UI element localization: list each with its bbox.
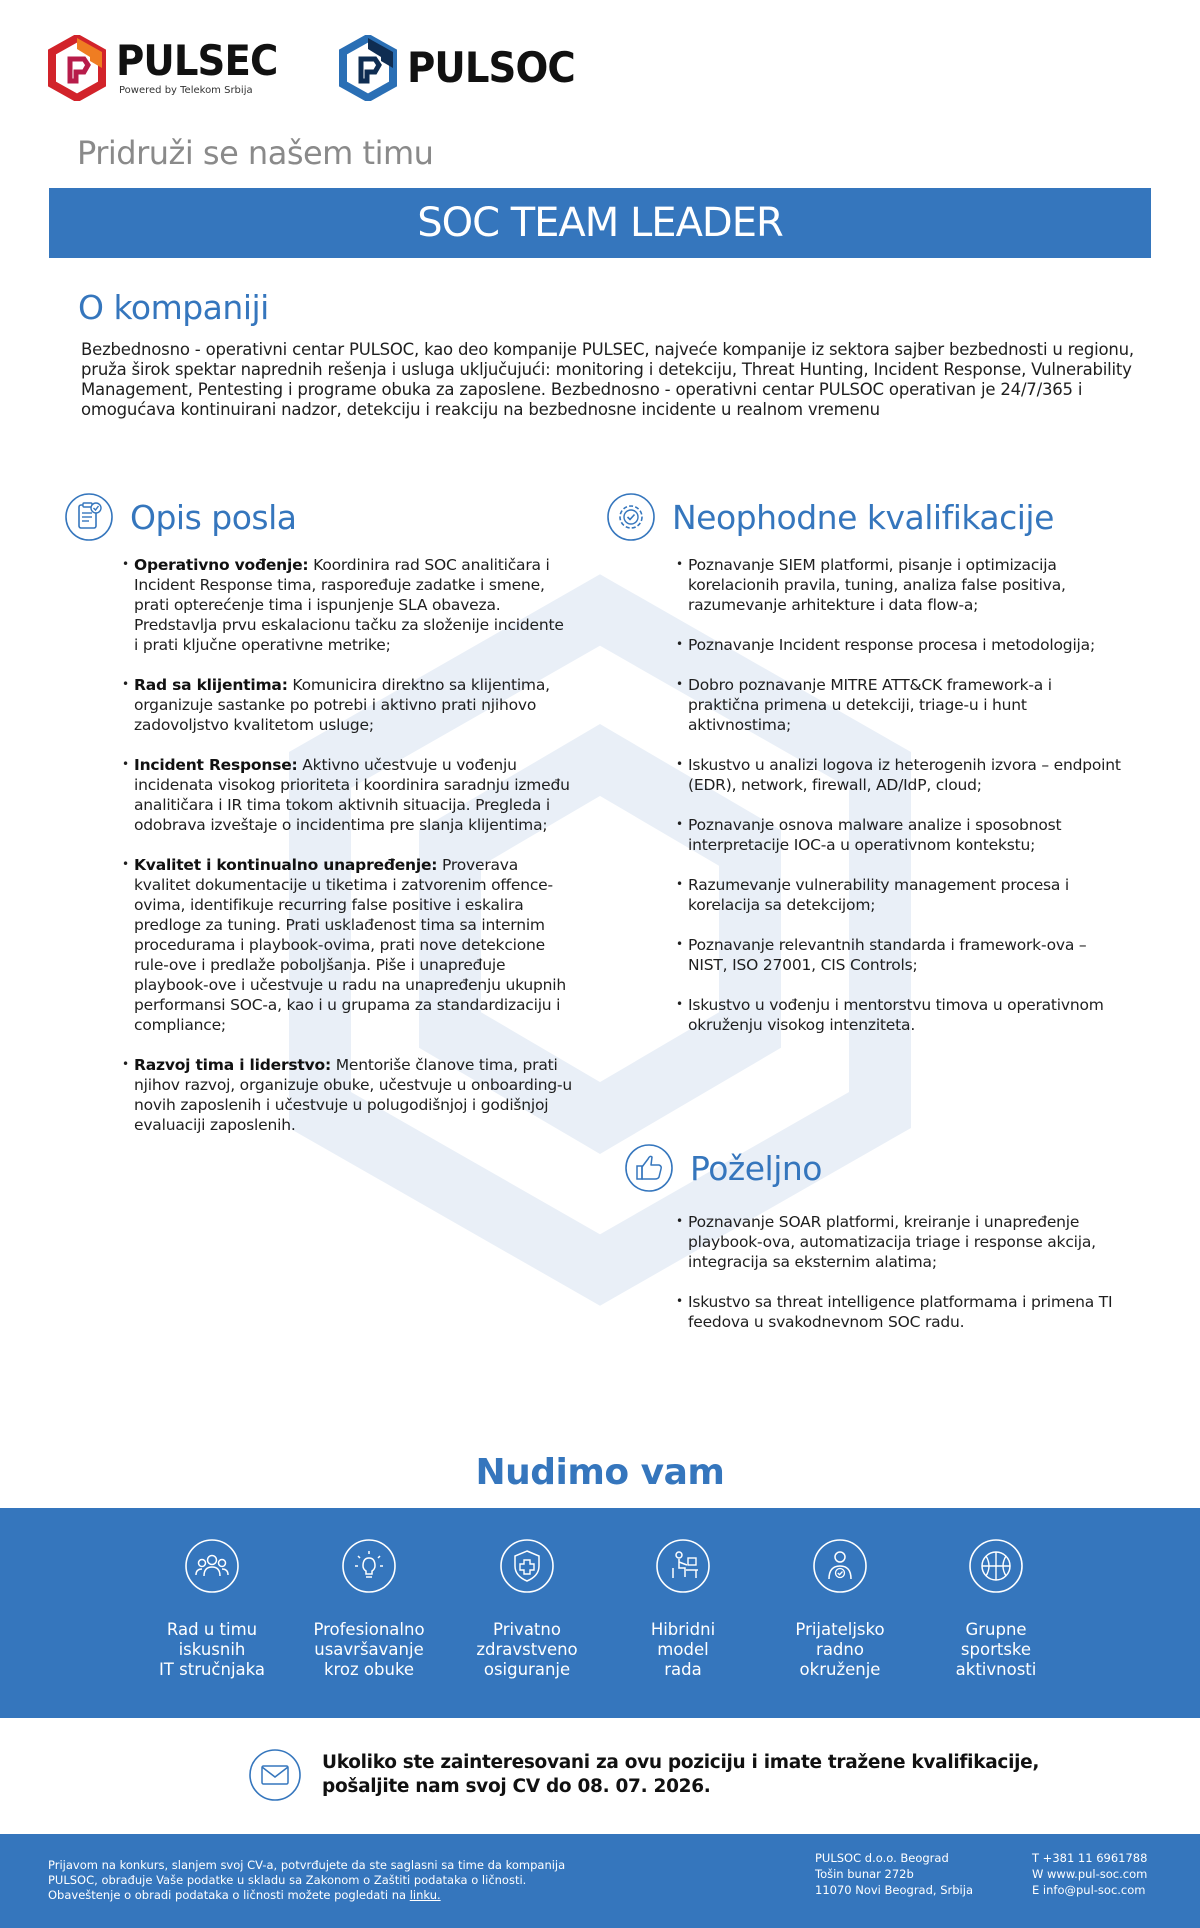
pulsec-name: PULSEC [116,36,278,85]
offer-title: Nudimo vam [475,1452,725,1493]
offer-label: Hibridni model rada [650,1620,716,1679]
health-shield-icon [499,1538,555,1594]
job-title-banner [49,188,1151,258]
offer-item-sports [926,1538,1066,1680]
cta-line-1: Ukoliko ste zainteresovani za ovu poziciju i imate tražene kvalifikacije, [322,1752,1040,1773]
offer-item-health [457,1538,597,1680]
footer-phone[interactable]: T +381 11 6961788 [1032,1851,1148,1865]
list-item: • Incident Response: Aktivno učestvuje u vođenju incidenata visokog prioriteta i koordinira saradnju između analitičara i IR tima tokom aktivnih situacija. Pregleda i odobrava izveštaje o incidentima pre slanja klijentima; [122,755,572,835]
pulsoc-name: PULSOC [407,43,576,92]
cta-block [248,1748,1039,1802]
job-title: SOC TEAM LEADER [417,200,783,246]
offer-item-training [299,1538,439,1680]
list-item: • Kvalitet i kontinualno unapređenje: Proverava kvalitet dokumentacije u tiketima i zatvorenim offence-ovima, identifikuje recurring false positive i eskalira predloge za tuning. Prati usklađenost tima sa internim procedurama i playbook-ovima, prati nove detekcione rule-ove i predlaže poboljšanja. Piše i unapređuje playbook-ove i učestvuje u radu na unapređenju ukupnih performansi SOC-a, kao i u grupama za standardizaciju i compliance; [122,855,572,1035]
join-heading: Pridruži se našem timu [77,134,434,172]
qualifications-header [606,492,1054,542]
thumbs-up-icon [624,1143,674,1193]
pulsec-logo-icon [48,35,106,101]
pulsoc-logo-icon [339,35,397,101]
list-item: • Poznavanje SIEM platformi, pisanje i optimizacija korelacionih pravila, tuning, analiza false positiva, razumevanje arhitekture i data flow-a; [676,555,1126,615]
list-item: • Rad sa klijentima: Komunicira direktno sa klijentima, organizuje sastanke po potrebi i aktivno prati njihovo zadovoljstvo kvalitetom usluge; [122,675,572,735]
pulsec-logo [48,35,291,101]
list-item: • Poznavanje SOAR platformi, kreiranje i unapređenje playbook-ova, automatizacija triage i response akcija, integracija sa eksternim alatima; [676,1212,1116,1272]
list-item: • Iskustvo u analizi logova iz heterogenih izvora – endpoint (EDR), network, firewall, AD/IdP, cloud; [676,755,1126,795]
job-description-title: Opis posla [130,497,297,537]
list-item: • Iskustvo u vođenju i mentorstvu timova u operativnom okruženju visokog intenziteta. [676,995,1126,1035]
list-item: • Poznavanje Incident response procesa i metodologija; [676,635,1126,655]
offer-item-friendly [770,1538,910,1680]
list-item: • Operativno vođenje: Koordinira rad SOC analitičara i Incident Response tima, raspoređuje zadatke i smene, prati opterećenje tima i ispunjenje SLA obaveza. Predstavlja prvu eskalacionu tačku za složenije incidente i prati ključne operativne metrike; [122,555,572,655]
offer-item-hybrid [613,1538,753,1680]
job-description-list [122,555,572,1155]
pulsoc-logo [339,35,589,101]
lightbulb-icon [341,1538,397,1594]
preferred-list [676,1212,1116,1352]
footer [0,1834,1200,1928]
list-item: • Poznavanje osnova malware analize i sposobnost interpretacije IOC-a u operativnom kontekstu; [676,815,1126,855]
offer-label: Profesionalno usavršavanje kroz obuke [313,1620,425,1679]
offer-label: Prijateljsko radno okruženje [795,1620,885,1679]
list-item: • Poznavanje relevantnih standarda i framework-ova – NIST, ISO 27001, CIS Controls; [676,935,1126,975]
footer-email[interactable]: E info@pul-soc.com [1032,1883,1146,1897]
clipboard-icon [64,492,114,542]
list-item: • Dobro poznavanje MITRE ATT&CK framework-a i praktična primena u detekciji, triage-u i hunt aktivnostima; [676,675,1126,735]
job-description-header [64,492,297,542]
basketball-icon [968,1538,1024,1594]
cta-text [322,1751,1039,1799]
qualifications-title: Neophodne kvalifikacije [672,497,1054,537]
privacy-link[interactable]: linku. [409,1888,441,1902]
list-item: • Iskustvo sa threat intelligence platformama i primena TI feedova u svakodnevnom SOC radu. [676,1292,1116,1332]
hybrid-work-icon [655,1538,711,1594]
header-logos [48,28,590,108]
footer-legal: Prijavom na konkurs, slanjem svoj CV-a, potvrđujete da ste saglasni sa time da kompanija PULSOC, obrađuje Vaše podatke u skladu sa Zakonom o Zaštiti podataka o ličnosti. Obaveštenje o obradi podataka o ličnosti možete pogledati na linku. [48,1858,566,1902]
preferred-title: Poželjno [690,1148,822,1188]
offer-label: Grupne sportske aktivnosti [955,1620,1037,1679]
friendly-person-icon [812,1538,868,1594]
preferred-header [624,1143,822,1193]
about-title: O kompaniji [78,288,269,327]
pulsec-subtitle: Powered by Telekom Srbija [119,85,253,96]
gear-check-icon [606,492,656,542]
qualifications-list [676,555,1126,1055]
footer-address: PULSOC d.o.o. Beograd Tošin bunar 272b 11070 Novi Beograd, Srbija [815,1851,973,1897]
offer-item-team [142,1538,282,1680]
footer-contact [1032,1850,1147,1898]
offer-label: Privatno zdravstveno osiguranje [476,1620,578,1679]
offer-label: Rad u timu iskusnih IT stručnjaka [158,1620,266,1679]
cta-line-2: pošaljite nam svoj CV do 08. 07. 2026. [322,1776,711,1797]
footer-website[interactable]: W www.pul-soc.com [1032,1867,1148,1881]
envelope-icon [248,1748,302,1802]
team-icon [184,1538,240,1594]
about-text: Bezbednosno - operativni centar PULSOC, kao deo kompanije PULSEC, najveće kompanije iz sektora sajber bezbednosti u regionu, pruža širok spektar naprednih rešenja i usluga uključujući: monitoring i detekciju, Threat Hunting, Incident Response, Vulnerability Management, Pentesting i programe obuka za zaposlene. Bezbednosno - operativni centar PULSOC operativan je 24/7/365 i omogućava kontinuirani nadzor, detekciju i reakciju na bezbednosne incidente u realnom vremenu [81,340,1134,419]
offer-band [0,1508,1200,1718]
list-item: • Razumevanje vulnerability management procesa i korelacija sa detekcijom; [676,875,1126,915]
list-item: • Razvoj tima i liderstvo: Mentoriše članove tima, prati njihov razvoj, organizuje obuke, učestvuje u onboarding-u novih zaposlenih i učestvuje u polugodišnjoj i godišnjoj evaluaciji zaposlenih. [122,1055,572,1135]
